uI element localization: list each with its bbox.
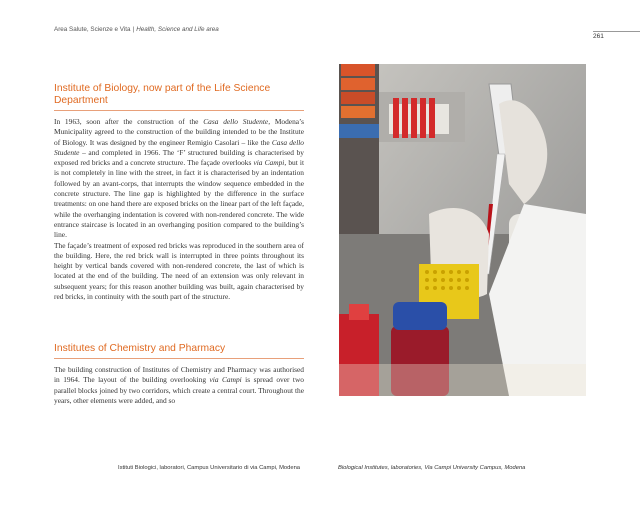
section-rule: [54, 110, 304, 111]
lab-photo-illustration: [339, 64, 586, 396]
section-body-biology: [54, 117, 304, 302]
body-paragraph: In 1963, soon after the construction of the Casa dello Studente, Modena’s Municipality agreed to the construction of the building intended to be the Institute of Biology. It was designed by the engineer Remigio Casolari – like the Casa dello Studente – and completed in 1966. The ‘F’ structured building is characterised by exposed red bricks and a concrete structure. The façade overlooks via Campi, but it is not completely in line with the street, in fact it is characterised by an indentation followed by an avant-corps, that interrupts the window sequence embedded in the concrete structure. The line gap is highlighted by the difference in the surface treatments: on one hand there are exposed bricks on the linear part of the left façade, while the overhanging indentation is covered with non-rendered concrete. The wide entrance staircase is located in an overhanging position compared to the building’s line.: [54, 117, 304, 240]
section-title-chemistry: Institutes of Chemistry and Pharmacy: [54, 343, 226, 354]
body-paragraph: The façade’s treatment of exposed red bricks was reproduced in the southern area of the building. Here, the red brick wall is interrupted in three points throughout its height by vertical bands covered with non-rendered concrete, the last of which is located at the end of the building. The need of an extension was only relevant in subsequent years; for this reason another building was built, again characterised by red bricks, in continuity with the south part of the structure.: [54, 240, 304, 302]
header-rule: [593, 31, 640, 32]
page-number: 261: [593, 33, 604, 40]
section-body-chemistry: [54, 365, 304, 406]
lab-photo: [339, 64, 586, 396]
header-section-en: Health, Science and Life area: [136, 26, 219, 33]
running-header: [54, 26, 219, 33]
caption-italian: Istituti Biologici, laboratori, Campus Universitario di via Campi, Modena: [118, 465, 301, 471]
caption-english: Biological Institutes, laboratories, Via Campi University Campus, Modena: [338, 465, 526, 471]
section-title-biology: Institute of Biology, now part of the Life Science Department: [54, 83, 271, 106]
section-rule: [54, 358, 304, 359]
header-section: Area Salute, Scienze e Vita: [54, 26, 131, 33]
body-paragraph: The building construction of Institutes of Chemistry and Pharmacy was authorised in 1964. The layout of the building overlooking via Campi is spread over two parallel blocks joined by two corridors, which create a central court. Throughout the years, other elements were added, and so: [54, 365, 305, 405]
header-separator: |: [132, 26, 135, 33]
